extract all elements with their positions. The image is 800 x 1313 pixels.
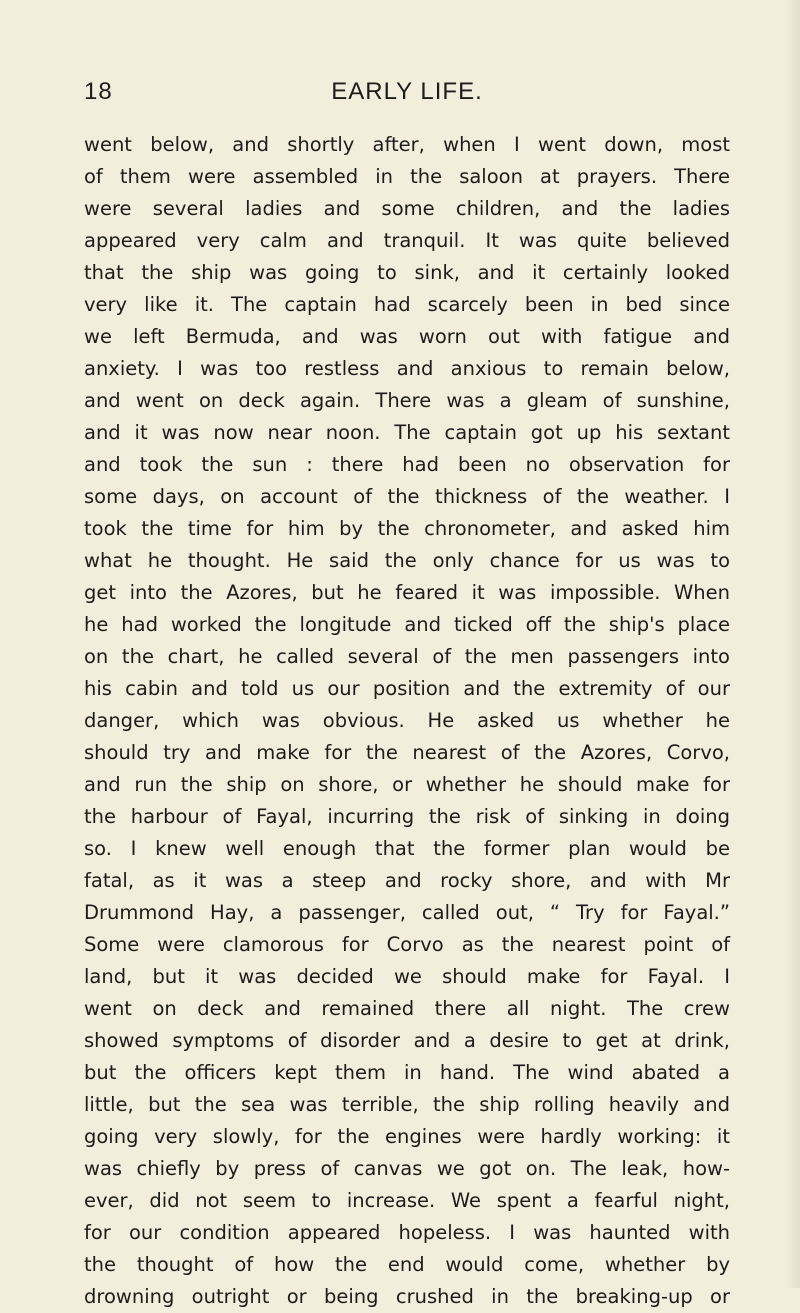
text-line: the thought of how the end would come, whether by <box>84 1253 730 1276</box>
text-line: showed symptoms of disorder and a desire to get at drink, <box>84 1029 730 1052</box>
page-number: 18 <box>84 78 113 105</box>
text-line: went below, and shortly after, when I went down, most <box>84 133 730 156</box>
text-line: and run the ship on shore, or whether he should make for <box>84 773 730 796</box>
text-line: and went on deck again. There was a gleam of sunshine, <box>84 389 730 412</box>
text-line: we left Bermuda, and was worn out with fatigue and <box>84 325 730 348</box>
text-line: that the ship was going to sink, and it certainly looked <box>84 261 730 284</box>
text-line: and took the sun : there had been no observation for <box>84 453 730 476</box>
text-line: very like it. The captain had scarcely been in bed since <box>84 293 730 316</box>
text-line: anxiety. I was too restless and anxious to remain below, <box>84 357 730 380</box>
text-line: land, but it was decided we should make for Fayal. I <box>84 965 730 988</box>
text-line: went on deck and remained there all night. The crew <box>84 997 730 1020</box>
text-line: the harbour of Fayal, incurring the risk of sinking in doing <box>84 805 730 828</box>
text-line: of them were assembled in the saloon at prayers. There <box>84 165 730 188</box>
text-line: fatal, as it was a steep and rocky shore, and with Mr <box>84 869 730 892</box>
text-line: get into the Azores, but he feared it was impossible. When <box>84 581 730 604</box>
text-line: on the chart, he called several of the men passengers into <box>84 645 730 668</box>
text-line: some days, on account of the thickness of the weather. I <box>84 485 730 508</box>
text-line: what he thought. He said the only chance for us was to <box>84 549 730 572</box>
text-line: danger, which was obvious. He asked us whether he <box>84 709 730 732</box>
running-head: EARLY LIFE. <box>331 78 483 105</box>
text-line: Drummond Hay, a passenger, called out, “ Try for Fayal.” <box>84 901 730 924</box>
text-line: little, but the sea was terrible, the ship rolling heavily and <box>84 1093 730 1116</box>
body-text <box>84 129 730 1313</box>
text-line: for our condition appeared hopeless. I was haunted with <box>84 1221 730 1244</box>
text-line: should try and make for the nearest of the Azores, Corvo, <box>84 741 730 764</box>
text-line: Some were clamorous for Corvo as the nearest point of <box>84 933 730 956</box>
text-line: appeared very calm and tranquil. It was quite believed <box>84 229 730 252</box>
text-line: so. I knew well enough that the former plan would be <box>84 837 730 860</box>
text-line: ever, did not seem to increase. We spent a fearful night, <box>84 1189 730 1212</box>
text-line: was chiefly by press of canvas we got on. The leak, how- <box>84 1157 730 1180</box>
text-line: he had worked the longitude and ticked off the ship's place <box>84 613 730 636</box>
text-line: his cabin and told us our position and the extremity of our <box>84 677 730 700</box>
text-line: but the officers kept them in hand. The wind abated a <box>84 1061 730 1084</box>
text-line: and it was now near noon. The captain got up his sextant <box>84 421 730 444</box>
page-header <box>84 78 730 114</box>
text-line: going very slowly, for the engines were hardly working: it <box>84 1125 730 1148</box>
page-edge-shadow <box>786 0 800 1288</box>
text-line: were several ladies and some children, and the ladies <box>84 197 730 220</box>
text-line: drowning outright or being crushed in the breaking-up or <box>84 1285 730 1308</box>
text-line: took the time for him by the chronometer, and asked him <box>84 517 730 540</box>
